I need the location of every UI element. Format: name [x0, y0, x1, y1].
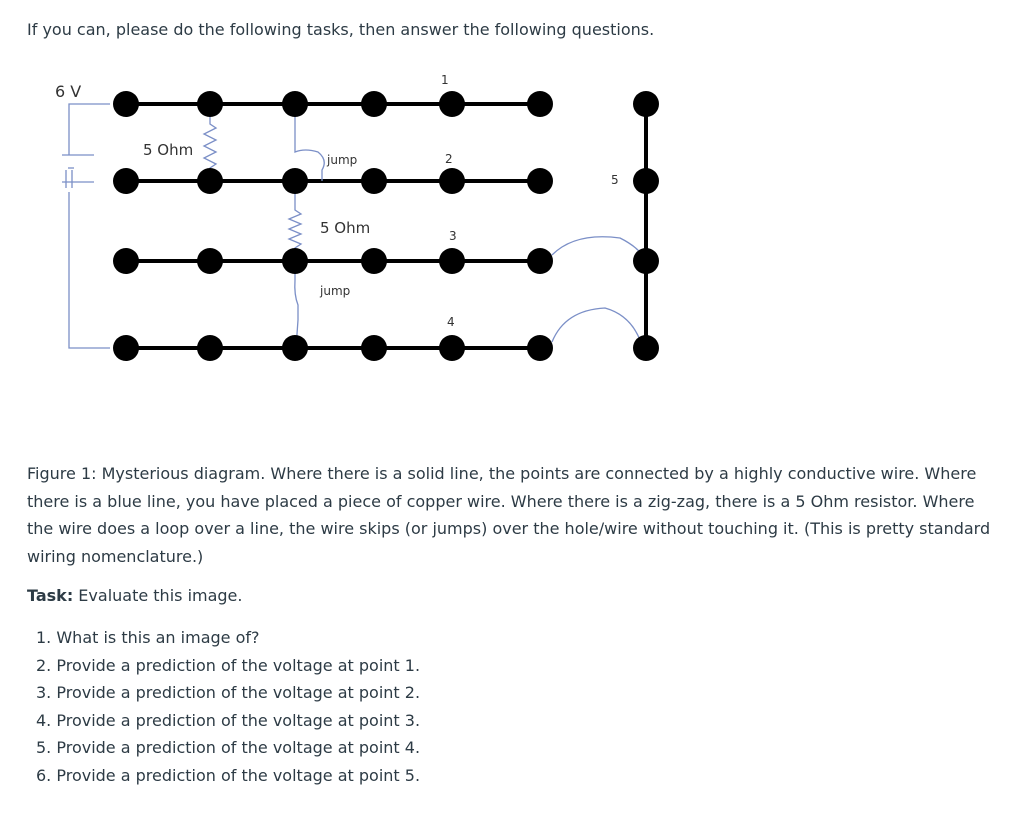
question-item: 1. What is this an image of?: [36, 628, 260, 647]
point-4-label: 4: [447, 315, 455, 329]
node-r2-c3: [282, 168, 308, 194]
node-r4-c6: [527, 335, 553, 361]
task-line: [27, 584, 242, 608]
node-r2-c6: [527, 168, 553, 194]
question-item: 6. Provide a prediction of the voltage at point 5.: [36, 765, 421, 785]
node-r1-c1: [113, 91, 139, 117]
jump-2-wire: [295, 261, 298, 348]
jump-1-label: jump: [327, 153, 358, 167]
battery-top-wire: [69, 104, 110, 155]
voltage-label: 6 V: [55, 82, 82, 101]
resistor-2-label: 5 Ohm: [320, 219, 371, 237]
node-r3-c2: [197, 248, 223, 274]
node-r1-c2: [197, 91, 223, 117]
node-r2-c4: [361, 168, 387, 194]
node-r4-c7: [633, 335, 659, 361]
resistor-1-label: 5 Ohm: [143, 141, 194, 159]
nodes: [113, 91, 659, 361]
loop-row4-wire: [552, 308, 640, 342]
task-label: Task:: [27, 586, 74, 605]
conductive-wires: [126, 104, 646, 348]
point-3-label: 3: [449, 229, 457, 243]
loop-row3-wire: [552, 237, 646, 261]
circuit-figure: [0, 0, 700, 380]
node-r2-c1: [113, 168, 139, 194]
intro-text: If you can, please do the following tasks, then answer the following questions.: [27, 20, 655, 39]
node-r1-c7: [633, 91, 659, 117]
battery-bottom-wire: [69, 192, 110, 348]
node-r2-c2: [197, 168, 223, 194]
figure-caption: Figure 1: Mysterious diagram. Where there is a solid line, the points are connected by a highly conductive wire. Where there is a blue line, you have placed a piece of copper wire. Where there is a zig-zag, there is a 5 Ohm resistor. Where the wire does a loop over a line, the wire skips (or jumps) over the hole/wire without touching it. (This is pretty standard wiring nomenclature.): [27, 464, 991, 566]
point-1-label: 1: [441, 73, 449, 87]
node-r4-c4: [361, 335, 387, 361]
task-text: Evaluate this image.: [73, 586, 243, 605]
point-5-label: 5: [611, 173, 619, 187]
node-r1-c4: [361, 91, 387, 117]
node-r3-c7: [633, 248, 659, 274]
jump-2-label: jump: [320, 284, 351, 298]
node-r3-c6: [527, 248, 553, 274]
circuit-diagram: [0, 0, 700, 380]
node-r1-c5: [439, 91, 465, 117]
node-r2-c7: [633, 168, 659, 194]
node-r1-c3: [282, 91, 308, 117]
node-r3-c4: [361, 248, 387, 274]
question-item: 2. Provide a prediction of the voltage at point 1.: [36, 655, 421, 675]
node-r3-c3: [282, 248, 308, 274]
question-item: 5. Provide a prediction of the voltage at point 4.: [36, 738, 421, 757]
node-r3-c5: [439, 248, 465, 274]
question-item: 3. Provide a prediction of the voltage at point 2.: [36, 683, 421, 702]
node-r1-c6: [527, 91, 553, 117]
question-item: 4. Provide a prediction of the voltage at point 3.: [36, 710, 421, 730]
node-r4-c1: [113, 335, 139, 361]
node-r4-c3: [282, 335, 308, 361]
node-r2-c5: [439, 168, 465, 194]
node-r4-c5: [439, 335, 465, 361]
question-list: [36, 624, 420, 789]
node-r4-c2: [197, 335, 223, 361]
point-2-label: 2: [445, 152, 453, 166]
node-r3-c1: [113, 248, 139, 274]
